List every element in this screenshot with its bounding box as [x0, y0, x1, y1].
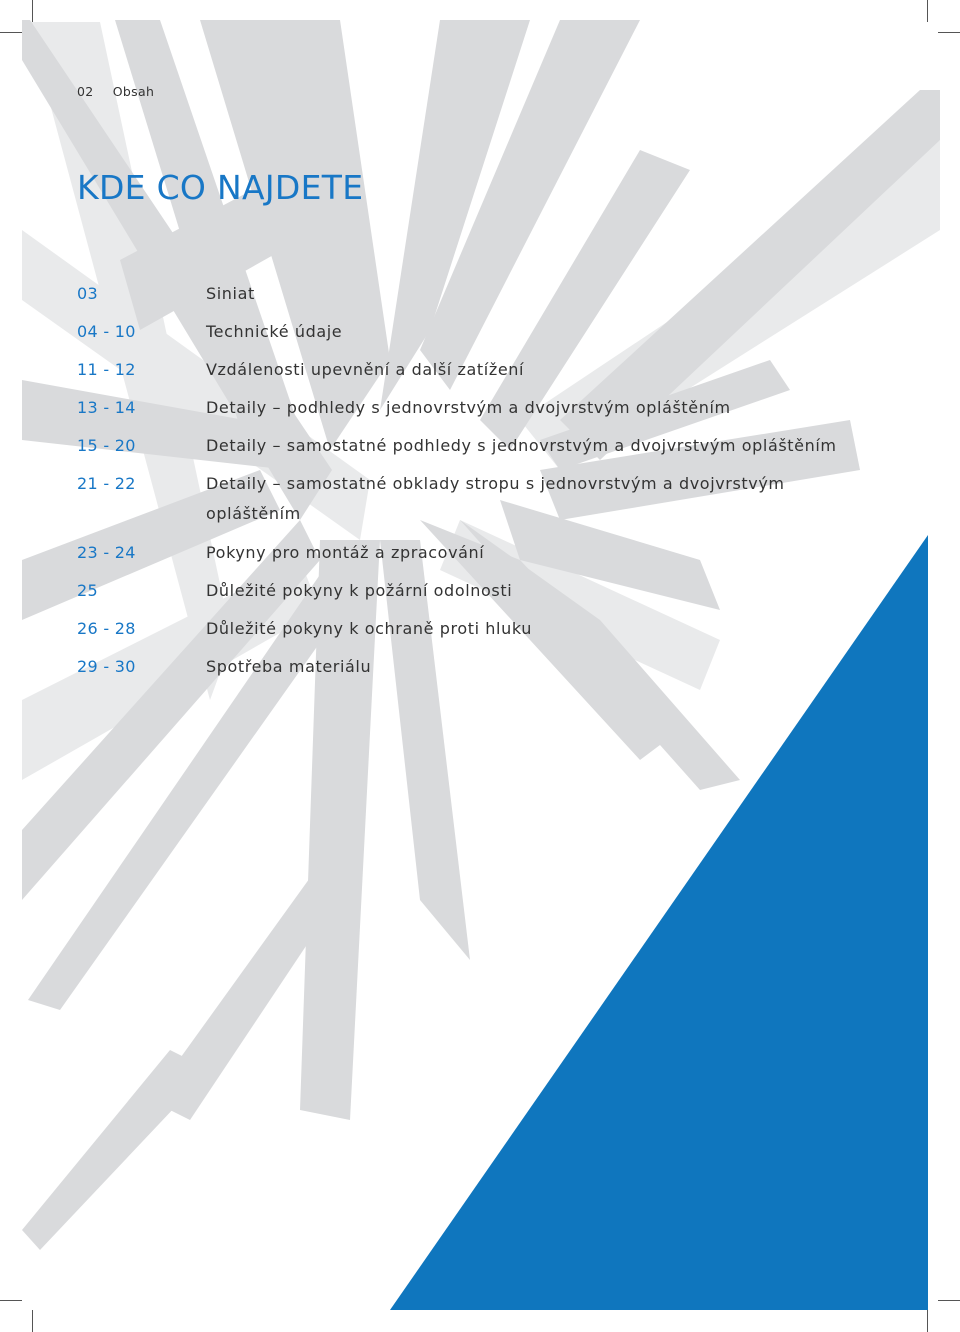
toc-title: Siniat [206, 284, 255, 303]
toc-pages: 25 [77, 581, 98, 600]
page-header [77, 84, 154, 99]
toc-item [77, 656, 877, 694]
toc-pages: 29 - 30 [77, 657, 136, 676]
crop-mark [32, 0, 33, 22]
crop-mark [927, 1310, 928, 1332]
toc-pages: 21 - 22 [77, 474, 136, 493]
toc-item [77, 542, 877, 580]
section-name: Obsah [112, 84, 155, 99]
toc-item [77, 618, 877, 656]
toc-pages: 03 [77, 284, 98, 303]
page-number: 02 [77, 84, 94, 99]
toc-pages: 13 - 14 [77, 398, 136, 417]
crop-mark [0, 32, 22, 33]
toc-pages: 15 - 20 [77, 436, 136, 455]
toc-title: Detaily – samostatné podhledy s jednovrstvým a dvojvrstvým opláštěním [206, 436, 837, 455]
crop-mark [0, 1300, 22, 1301]
toc-pages: 26 - 28 [77, 619, 136, 638]
crop-mark [32, 1310, 33, 1332]
toc-pages: 23 - 24 [77, 543, 136, 562]
page-title: KDE CO NAJDETE [77, 168, 364, 207]
toc-title: Důležité pokyny k požární odolnosti [206, 581, 513, 600]
toc-title: Technické údaje [206, 322, 343, 341]
toc-item [77, 321, 877, 359]
toc-item [77, 283, 877, 321]
toc-item [77, 473, 877, 542]
toc-item [77, 435, 877, 473]
toc-pages: 04 - 10 [77, 322, 136, 341]
toc-title: Pokyny pro montáž a zpracování [206, 543, 485, 562]
toc-item [77, 397, 877, 435]
crop-mark [938, 1300, 960, 1301]
toc-item [77, 580, 877, 618]
table-of-contents [77, 283, 877, 694]
toc-title: Detaily – podhledy s jednovrstvým a dvojvrstvým opláštěním [206, 398, 731, 417]
toc-item [77, 359, 877, 397]
crop-mark [927, 0, 928, 22]
toc-title: Spotřeba materiálu [206, 657, 372, 676]
toc-title: Detaily – samostatné obklady stropu s jednovrstvým a dvojvrstvým opláštěním [206, 474, 785, 523]
crop-mark [938, 32, 960, 33]
toc-title: Důležité pokyny k ochraně proti hluku [206, 619, 532, 638]
toc-pages: 11 - 12 [77, 360, 136, 379]
toc-title: Vzdálenosti upevnění a další zatížení [206, 360, 525, 379]
